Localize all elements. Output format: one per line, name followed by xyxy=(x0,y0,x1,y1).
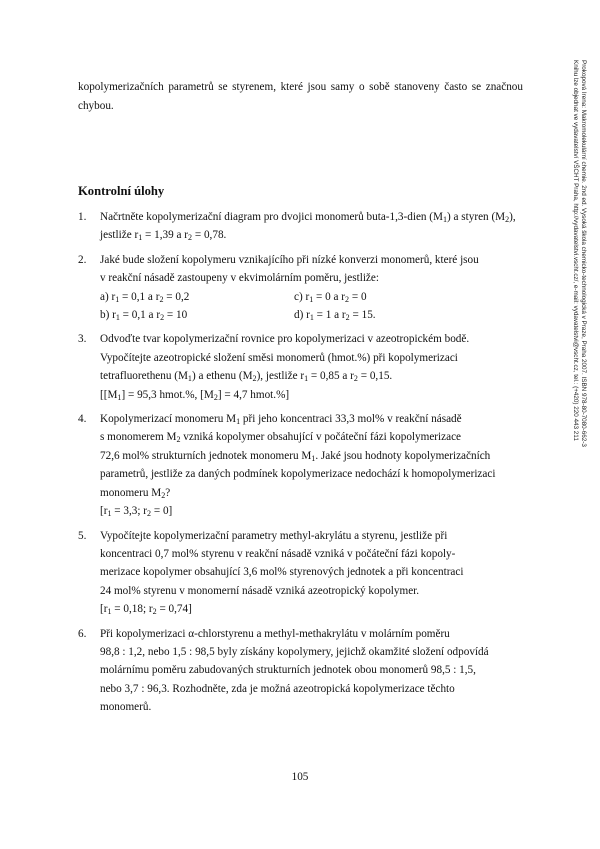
task-item-4 xyxy=(78,410,528,520)
task-number: 4. xyxy=(78,413,87,426)
task-item-6 xyxy=(78,625,528,717)
task-number: 6. xyxy=(78,627,87,640)
sidebar-line-2: Knihu lze objednat ve vydavatelství VŠCHT Praha, http://vydavatelstvi.vscht.cz/, e-mail: vydavatelstvi@vscht.cz, tel.: (+420) 220 443 211 xyxy=(572,60,579,441)
task-text: Jaké bude složení kopolymeru vznikajícího při nízké konverzi monomerů, které jsou v reakční násadě zastoupeny v ekvimolárním poměru, jestliže: xyxy=(100,253,479,285)
option-c: c) $r_1 = 0$ a $r_2 = 0$ xyxy=(294,290,367,304)
task-text: Načrtněte kopolymerizační diagram pro dvojici monomerů buta-1,3-dien $(M_1)$ a styren $(M_2)$, jestliže $r_1 = 1,39$ a $r_2 = 0,78$. xyxy=(100,211,516,243)
task-text: Při kopolymerizaci α-chlorstyrenu a methyl-methakrylátu v molárním poměru 98,8 : 1,2, nebo 1,5 : 98,5 byly získány kopolymery, jejichž okamžité složení odpovídá molárnímu poměru zabudovaných strukturních jednotek obou monomerů 98,5 : 1,5, nebo 3,7 : 96,3. Rozhodněte, zda je možná azeotropická kopolymerizace těchto monomerů. xyxy=(100,627,489,714)
task-number: 5. xyxy=(78,529,87,542)
task-number: 1. xyxy=(78,211,87,223)
option-d: d) $r_1 = 1$ a $r_2 = 15$. xyxy=(294,309,376,323)
task-options-row-2 xyxy=(100,306,528,324)
option-b: b) $r_1 = 0,1$ a $r_2 = 10$ xyxy=(100,309,188,323)
section-heading: Kontrolní úlohy xyxy=(78,184,165,198)
intro-paragraph: kopolymerizačních parametrů se styrenem, které jsou samy o sobě stanoveny často se značnou chybou. xyxy=(78,81,523,112)
task-options-row-1 xyxy=(100,288,528,306)
sidebar-line-1: Prokopová Irena: Makromolekulární chemie. 2nd ed. Vysoká škola chemicko-technologická v Praze, Praha 2007. ISBN 978-80-7080-662-3 xyxy=(580,60,587,447)
copyright-text xyxy=(571,60,587,580)
task-number: 3. xyxy=(78,333,87,346)
task-list xyxy=(78,208,528,723)
task-number: 2. xyxy=(78,253,87,266)
task-item-1 xyxy=(78,208,528,245)
copyright-sidebar xyxy=(573,60,587,580)
task-item-3 xyxy=(78,330,528,404)
page-number: 105 xyxy=(291,771,309,783)
option-a: a) $r_1 = 0,1$ a $r_2 = 0,2$ xyxy=(100,290,190,304)
task-text: Vypočítejte kopolymerizační parametry methyl-akrylátu a styrenu, jestliže při koncentraci 0,7 mol% styrenu v reakční násadě vzniká v počáteční fázi kopoly- merizace kopolymer obsahující 3,6 mol% styrenových jednotek a při koncentraci 24 mol% styrenu v monomerní násadě vzniká azeotropický kopolymer. [$r_1 = 0,18$; $r_2 = 0,74$] xyxy=(100,529,464,617)
task-text: Kopolymerizací monomeru $M_1$ při jeho koncentraci 33,3 mol% v reakční násadě s monomerem $M_2$ vzniká kopolymer obsahující v počáteční fázi kopolymerizace 72,6 mol% strukturních jednotek monomeru $M_1$. Jaké jsou hodnoty kopolymerizačních parametrů, jestliže za daných podmínek kopolymerizace nedochází k homopolymerizaci monomeru $M_2$? [$r_1 = 3,3$; $r_2 = 0$] xyxy=(100,413,496,519)
task-item-2 xyxy=(78,251,528,325)
task-text: Odvoďte tvar kopolymerizační rovnice pro kopolymerizaci v azeotropickém bodě. Vypočítejte azeotropické složení směsi monomerů (hmot.%) při kopolymerizaci tetrafluorethenu $(M_1)$ a ethenu $(M_2)$, jestliže $r_1 = 0,85$ a $r_2 = 0,15$. [$[M_1] = 95,3$ hmot.%, $[M_2] = 4,7$ hmot.%] xyxy=(100,333,470,402)
task-item-5 xyxy=(78,527,528,619)
